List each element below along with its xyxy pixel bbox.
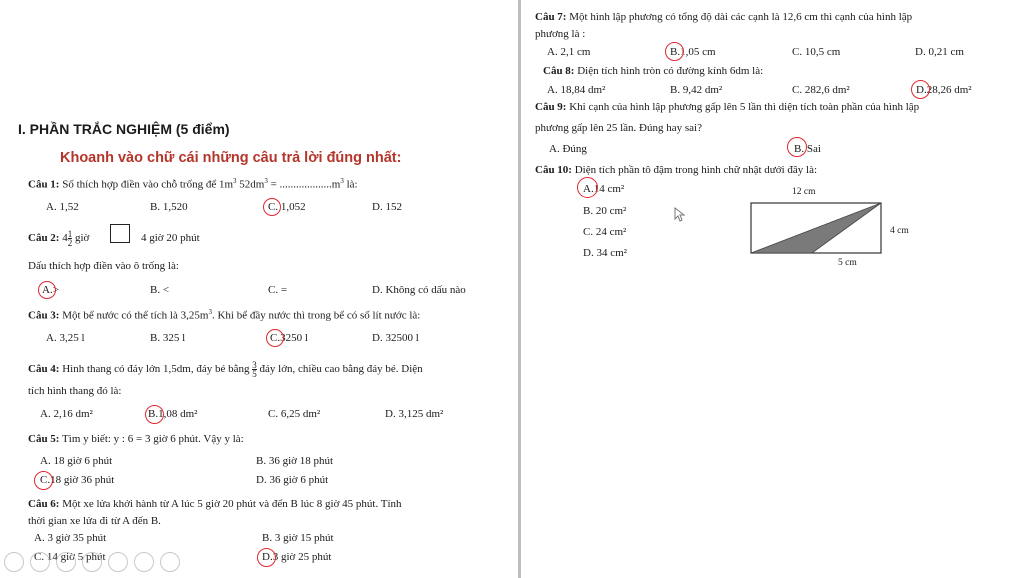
q7-text-a: Một hình lập phương có tổng độ dài các cạnh là 12,6 cm thì cạnh của hình lập — [569, 11, 913, 23]
q4-den: 5 — [252, 369, 257, 379]
q8-option-c[interactable]: C. 282,6 dm² — [792, 84, 850, 96]
q4-option-b-value: 1,08 dm² — [158, 408, 198, 420]
document-page-right — [521, 0, 1024, 578]
question-7-label: Câu 7: — [535, 11, 567, 23]
q4-text-c: tích hình thang đó là: — [28, 385, 122, 397]
q6-option-d-value: 3 giờ 25 phút — [272, 551, 332, 563]
q1-option-c-value: 1,052 — [280, 201, 306, 213]
q10-text: Diện tích phần tô đậm trong hình chữ nhật dưới đây là: — [574, 164, 818, 176]
question-2 — [28, 230, 89, 247]
q5-option-c-value: 18 giờ 36 phút — [50, 474, 115, 486]
q6-text-a: Một xe lửa khởi hành từ A lúc 5 giờ 20 phút và đến B lúc 8 giờ 45 phút. Tính — [62, 498, 402, 510]
q8-option-d-letter: D. — [916, 84, 927, 96]
q6-option-b[interactable]: B. 3 giờ 15 phút — [262, 532, 334, 544]
q2-blank-box[interactable] — [110, 224, 130, 243]
answer-circle-q7 — [665, 42, 684, 61]
q9-option-b-value: Sai — [806, 143, 821, 155]
question-2-label: Câu 2: — [28, 232, 60, 245]
section-title: I. PHẦN TRẮC NGHIỆM (5 điểm) — [18, 121, 230, 137]
q2-option-b[interactable]: B. < — [150, 284, 170, 296]
q7-option-a[interactable]: A. 2,1 cm — [547, 46, 591, 58]
q9-option-b-letter: B. — [794, 143, 805, 155]
answer-circle-q2 — [38, 281, 56, 299]
figure-bottom-label: 5 cm — [838, 258, 857, 268]
q8-option-b[interactable]: B. 9,42 dm² — [670, 84, 723, 96]
q1-option-c-letter: C. — [268, 201, 281, 213]
sup-2: 3 — [264, 177, 268, 185]
q3-text-post: . Khi bể đầy nước thì trong bể có số lít nước là: — [211, 309, 421, 322]
q5-option-a[interactable]: A. 18 giờ 6 phút — [40, 455, 113, 467]
figure-right-label: 4 cm — [890, 226, 909, 236]
answer-circle-q4 — [145, 405, 164, 424]
q2-subtext: Dấu thích hợp điền vào ô trống là: — [28, 260, 179, 272]
question-8-label: Câu 8: — [543, 65, 575, 77]
q4-text-b: đáy lớn, chiều cao bằng đáy bé. Diện — [259, 363, 423, 376]
question-7 — [535, 11, 912, 23]
question-9 — [535, 101, 919, 113]
q1-option-b[interactable]: B. 1,520 — [150, 201, 188, 213]
q4-option-a[interactable]: A. 2,16 dm² — [40, 408, 93, 420]
question-9-label: Câu 9: — [535, 101, 567, 113]
q4-text-a: Hình thang có đáy lớn 1,5dm, đáy bé bằng — [62, 363, 250, 376]
q2-option-d[interactable]: D. Không có dấu nào — [372, 284, 466, 296]
question-3-label: Câu 3: — [28, 309, 60, 322]
q7-text-b: phương là : — [535, 28, 586, 40]
q1-option-d[interactable]: D. 152 — [372, 201, 402, 213]
answer-circle-q8 — [911, 80, 930, 99]
q2-option-a-value: > — [52, 284, 59, 296]
q10-option-a-value: 14 cm² — [593, 183, 625, 195]
q9-text-a: Khi cạnh của hình lập phương gấp lên 5 lần thì diện tích toàn phần của hình lập — [569, 101, 920, 113]
q7-option-d[interactable]: D. 0,21 cm — [915, 46, 964, 58]
q3-text: Một bể nước có thể tích là 3,25m — [62, 309, 209, 322]
q10-option-c[interactable]: C. 24 cm² — [583, 226, 627, 238]
q6-option-c[interactable]: C. 14 giờ 5 phút — [34, 551, 106, 563]
q7-option-c[interactable]: C. 10,5 cm — [792, 46, 841, 58]
q2-option-a-letter: A. — [42, 284, 53, 296]
search-button[interactable] — [134, 552, 154, 572]
q1-option-a[interactable]: A. 1,52 — [46, 201, 79, 213]
q8-text: Diện tích hình tròn có đường kính 6dm là: — [577, 65, 764, 77]
q3-option-b[interactable]: B. 325 l — [150, 332, 186, 344]
prev-page-button[interactable] — [4, 552, 24, 572]
mouse-cursor-icon — [674, 207, 686, 223]
question-3 — [28, 308, 420, 322]
figure-top-label: 12 cm — [792, 187, 816, 197]
question-1-text-d: là: — [346, 178, 358, 191]
answer-circle-q5 — [34, 471, 53, 490]
question-1-text-b: 52dm — [239, 178, 265, 191]
rectangle-figure — [750, 200, 885, 256]
q2-option-c[interactable]: C. = — [268, 284, 288, 296]
viewer-toolbar — [0, 548, 185, 578]
answer-circle-q6 — [257, 548, 276, 567]
question-10 — [535, 164, 817, 176]
next-page-button[interactable] — [30, 552, 50, 572]
question-4 — [28, 361, 423, 378]
q2-text-a: giờ — [74, 232, 90, 245]
more-options-button[interactable] — [160, 552, 180, 572]
q8-option-a[interactable]: A. 18,84 dm² — [547, 84, 606, 96]
q7-option-b-letter: B. — [670, 46, 681, 58]
question-1 — [28, 177, 358, 191]
q4-fraction — [252, 361, 257, 378]
q5-option-b[interactable]: B. 36 giờ 18 phút — [256, 455, 334, 467]
answer-circle-q10 — [577, 177, 598, 198]
q2-text-b: 4 giờ 20 phút — [141, 232, 200, 244]
q2-fraction — [68, 230, 73, 247]
sup-3: 3 — [340, 177, 344, 185]
q3-sup: 3 — [208, 308, 212, 316]
question-1-text-a: Số thích hợp điền vào chỗ trống để 1m — [62, 178, 234, 191]
q6-option-a[interactable]: A. 3 giờ 35 phút — [34, 532, 107, 544]
q10-option-b[interactable]: B. 20 cm² — [583, 205, 627, 217]
q5-option-d[interactable]: D. 36 giờ 6 phút — [256, 474, 329, 486]
zoom-in-button[interactable] — [82, 552, 102, 572]
q9-text-b: phương gấp lên 25 lần. Đúng hay sai? — [535, 122, 702, 134]
q5-option-c-letter: C. — [40, 474, 51, 486]
question-1-label: Câu 1: — [28, 178, 60, 191]
q3-option-c-value: 3250 l — [280, 332, 308, 344]
q4-option-c[interactable]: C. 6,25 dm² — [268, 408, 321, 420]
answer-circle-q9 — [787, 137, 807, 157]
question-5-label: Câu 5: — [28, 433, 60, 445]
sup-1: 3 — [233, 177, 237, 185]
q3-option-d[interactable]: D. 32500 l — [372, 332, 419, 344]
instruction-heading: Khoanh vào chữ cái những câu trả lời đúng nhất: — [60, 150, 402, 166]
q4-option-b-letter: B. — [148, 408, 159, 420]
q2-den: 2 — [67, 238, 73, 248]
q4-num: 3 — [252, 360, 257, 370]
q4-option-d[interactable]: D. 3,125 dm² — [385, 408, 444, 420]
zoom-out-button[interactable] — [56, 552, 76, 572]
q10-option-a-letter: A. — [583, 183, 594, 195]
q8-option-d-value: 28,26 dm² — [926, 84, 972, 96]
q2-whole: 4 — [62, 232, 68, 245]
q3-option-c-letter: C. — [270, 332, 281, 344]
question-4-label: Câu 4: — [28, 363, 60, 376]
question-10-label: Câu 10: — [535, 164, 572, 176]
q6-option-d-letter: D. — [262, 551, 273, 563]
question-6-label: Câu 6: — [28, 498, 60, 510]
q7-option-b-value: 1,05 cm — [680, 46, 716, 58]
question-1-text-c: = ...................m — [270, 178, 341, 191]
q2-num: 1 — [67, 229, 73, 239]
q6-text-b: thời gian xe lửa đi từ A đến B. — [28, 515, 161, 527]
answer-circle-q1 — [263, 198, 281, 216]
question-8 — [543, 65, 763, 77]
q3-option-a[interactable]: A. 3,25 l — [46, 332, 85, 344]
q5-text: Tìm y biết: y : 6 = 3 giờ 6 phút. Vậy y là: — [62, 433, 244, 445]
q9-option-a[interactable]: A. Đúng — [549, 143, 587, 155]
fit-page-button[interactable] — [108, 552, 128, 572]
question-6 — [28, 498, 402, 510]
answer-circle-q3 — [266, 329, 284, 347]
question-5 — [28, 433, 244, 445]
q10-option-d[interactable]: D. 34 cm² — [583, 247, 627, 259]
